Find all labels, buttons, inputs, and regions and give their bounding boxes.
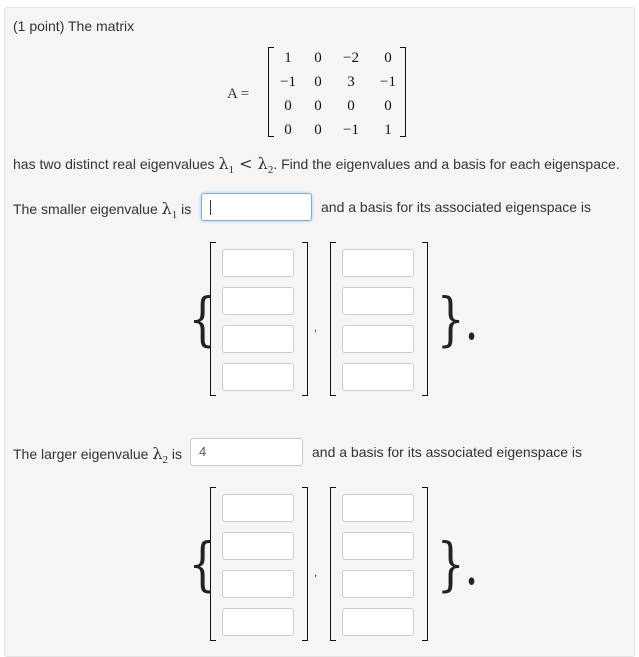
part2-suffix: and a basis for its associated eigenspace is — [312, 444, 583, 460]
part1-vector2-entry1[interactable] — [342, 249, 414, 277]
part1-open-brace: { — [188, 285, 217, 353]
part2-vector1-entry2[interactable] — [222, 532, 294, 560]
part1-vector1-entry4[interactable] — [222, 363, 294, 391]
part2-close-brace: }. — [436, 530, 479, 598]
part2-vector1-left-bracket — [210, 487, 216, 641]
matrix-cell-r4c2: 0 — [314, 122, 322, 138]
smaller-eigenvalue-input[interactable] — [201, 193, 312, 221]
part2-vector2-entry3[interactable] — [342, 570, 414, 598]
matrix-cell-r3c4: 0 — [384, 98, 392, 114]
part2-vector1-right-bracket — [302, 487, 308, 641]
matrix-cell-r1c3: −2 — [343, 50, 359, 66]
part1-vector2-entry2[interactable] — [342, 287, 414, 315]
matrix-cell-r4c1: 0 — [284, 122, 292, 138]
matrix-cell-r3c2: 0 — [314, 98, 322, 114]
part2-lambda-symbol: λ — [152, 444, 163, 463]
matrix-cell-r3c1: 0 — [284, 98, 292, 114]
part1-vector1-right-bracket — [302, 242, 308, 396]
matrix-cell-r1c4: 0 — [384, 50, 392, 66]
description-suffix: . Find the eigenvalues and a basis for each eigenspace. — [273, 156, 620, 172]
matrix-cell-r2c2: 0 — [314, 74, 322, 90]
part2-vector2-entry1[interactable] — [342, 494, 414, 522]
problem-header: (1 point) The matrix — [13, 18, 135, 34]
part2-open-brace: { — [188, 530, 217, 598]
part1-vector1-entry2[interactable] — [222, 287, 294, 315]
part2-vector2-entry4[interactable] — [342, 608, 414, 636]
lambda2-subscript: 2 — [267, 163, 274, 176]
matrix-cell-r4c4: 1 — [384, 122, 392, 138]
matrix-cell-r2c3: 3 — [347, 74, 355, 90]
problem-description — [13, 154, 620, 176]
part1-lambda-subscript: 1 — [171, 208, 178, 221]
larger-eigenvalue-value: 4 — [199, 444, 207, 459]
matrix-cell-r2c1: −1 — [280, 74, 296, 90]
matrix-cell-r3c3: 0 — [347, 98, 355, 114]
part2-vector2-left-bracket — [330, 487, 336, 641]
less-than-symbol: < — [234, 154, 258, 173]
part2-prompt — [13, 444, 182, 466]
description-prefix: has two distinct real eigenvalues — [13, 156, 219, 172]
part1-comma: , — [314, 322, 318, 334]
part2-is: is — [167, 446, 182, 462]
part1-vector1-entry3[interactable] — [222, 325, 294, 353]
part1-prompt — [13, 199, 191, 221]
part1-vector2-right-bracket — [422, 242, 428, 396]
lambda1-subscript: 1 — [228, 163, 235, 176]
part2-vector2-right-bracket — [422, 487, 428, 641]
lambda1-symbol: λ — [218, 154, 229, 173]
part2-prefix: The larger eigenvalue — [13, 446, 153, 462]
part2-lambda-subscript: 2 — [162, 453, 168, 466]
part2-comma: , — [314, 567, 318, 579]
part2-vector2-entry2[interactable] — [342, 532, 414, 560]
lambda2-symbol: λ — [257, 154, 268, 173]
matrix-lhs: A = — [227, 86, 250, 102]
part1-lambda-symbol: λ — [161, 199, 172, 218]
matrix-cell-r2c4: −1 — [380, 74, 396, 90]
text-caret — [210, 200, 211, 215]
matrix-cell-r1c2: 0 — [314, 50, 322, 66]
part1-is: is — [177, 201, 192, 217]
part1-suffix: and a basis for its associated eigenspace is — [321, 199, 592, 215]
part1-vector2-entry3[interactable] — [342, 325, 414, 353]
part2-vector1-entry4[interactable] — [222, 608, 294, 636]
part2-vector1-entry1[interactable] — [222, 494, 294, 522]
part1-vector2-entry4[interactable] — [342, 363, 414, 391]
part1-close-brace: }. — [436, 285, 479, 353]
larger-eigenvalue-input[interactable] — [190, 438, 303, 466]
matrix-cell-r1c1: 1 — [284, 50, 292, 66]
part1-vector1-entry1[interactable] — [222, 249, 294, 277]
part1-vector2-left-bracket — [330, 242, 336, 396]
part1-vector1-left-bracket — [210, 242, 216, 396]
part1-prefix: The smaller eigenvalue — [13, 201, 162, 217]
matrix-cell-r4c3: −1 — [343, 122, 359, 138]
part2-vector1-entry3[interactable] — [222, 570, 294, 598]
